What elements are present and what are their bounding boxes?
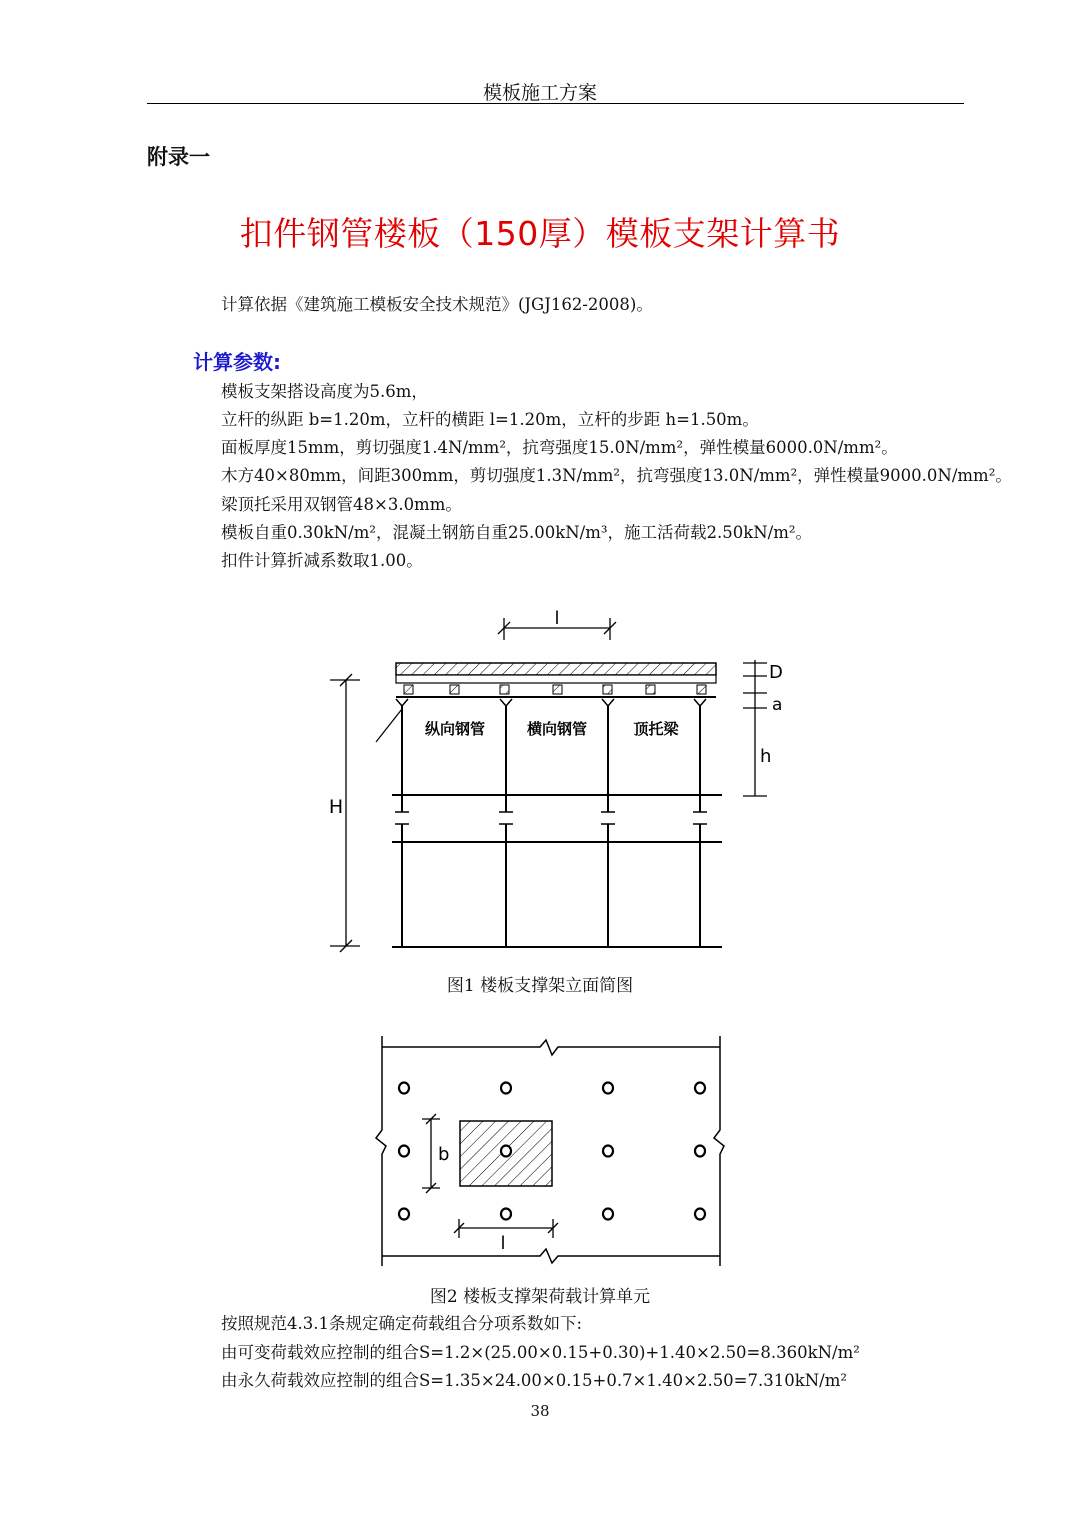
- param-line: 梁顶托采用双钢管48×3.0mm。: [221, 495, 462, 514]
- param-line: 面板厚度15mm，剪切强度1.4N/mm²，抗弯强度15.0N/mm²，弹性模量6000.0N/mm²。: [221, 438, 898, 457]
- label-longitudinal-pipe: 纵向钢管: [424, 720, 486, 738]
- fig2-plan-diagram: [0, 1030, 1080, 1275]
- param-line: 扣件计算折减系数取1.00。: [221, 551, 423, 570]
- label-l: l: [554, 608, 560, 629]
- fig1-elevation-diagram: [0, 600, 1080, 960]
- load-combo-intro: 按照规范4.3.1条规定确定荷载组合分项系数如下:: [221, 1314, 583, 1333]
- timber-joists: [404, 685, 706, 694]
- param-line: 立杆的纵距 b=1.20m，立杆的横距 l=1.20m，立杆的步距 h=1.50m。: [221, 410, 759, 429]
- top-supports: [396, 699, 706, 706]
- label-b: b: [438, 1144, 450, 1165]
- label-D: D: [769, 662, 783, 683]
- vertical-posts: [402, 706, 700, 948]
- label-l-plan: l: [500, 1233, 506, 1254]
- load-combo-variable: 由可变荷载效应控制的组合S=1.2×(25.00×0.15+0.30)+1.40×2.50=8.360kN/m²: [221, 1343, 860, 1362]
- load-combo-permanent: 由永久荷载效应控制的组合S=1.35×24.00×0.15+0.7×1.40×2.50=7.310kN/m²: [221, 1371, 848, 1390]
- document-title: 扣件钢管楼板（150厚）模板支架计算书: [239, 214, 841, 253]
- param-line: 木方40×80mm，间距300mm，剪切强度1.3N/mm²，抗弯强度13.0N/mm²，弹性模量9000.0N/mm²。: [221, 466, 1012, 485]
- label-a: a: [772, 695, 783, 715]
- label-H: H: [328, 796, 344, 818]
- params-heading: 计算参数:: [193, 350, 281, 374]
- fig1-caption: 图1 楼板支撑架立面简图: [446, 976, 634, 996]
- page-number: 38: [530, 1402, 550, 1420]
- calculation-basis: 计算依据《建筑施工模板安全技术规范》(JGJ162-2008)。: [221, 295, 653, 314]
- fig2-caption: 图2 楼板支撑架荷载计算单元: [429, 1287, 651, 1307]
- slab: [396, 663, 716, 675]
- dimension-l-plan: [454, 1219, 558, 1238]
- header-divider: [147, 103, 964, 104]
- param-line: 模板自重0.30kN/m²，混凝土钢筋自重25.00kN/m³，施工活荷载2.50kN/m²。: [221, 523, 812, 542]
- param-line: 模板支架搭设高度为5.6m，: [221, 382, 428, 401]
- label-transverse-pipe: 横向钢管: [526, 720, 588, 738]
- page-header-title: 模板施工方案: [482, 82, 597, 104]
- label-h: h: [760, 746, 772, 767]
- appendix-label: 附录一: [147, 145, 210, 169]
- dimension-Dah: [743, 660, 767, 796]
- formwork-panel: [396, 675, 716, 683]
- leader-line: [376, 709, 402, 742]
- label-top-beam: 顶托梁: [633, 720, 679, 738]
